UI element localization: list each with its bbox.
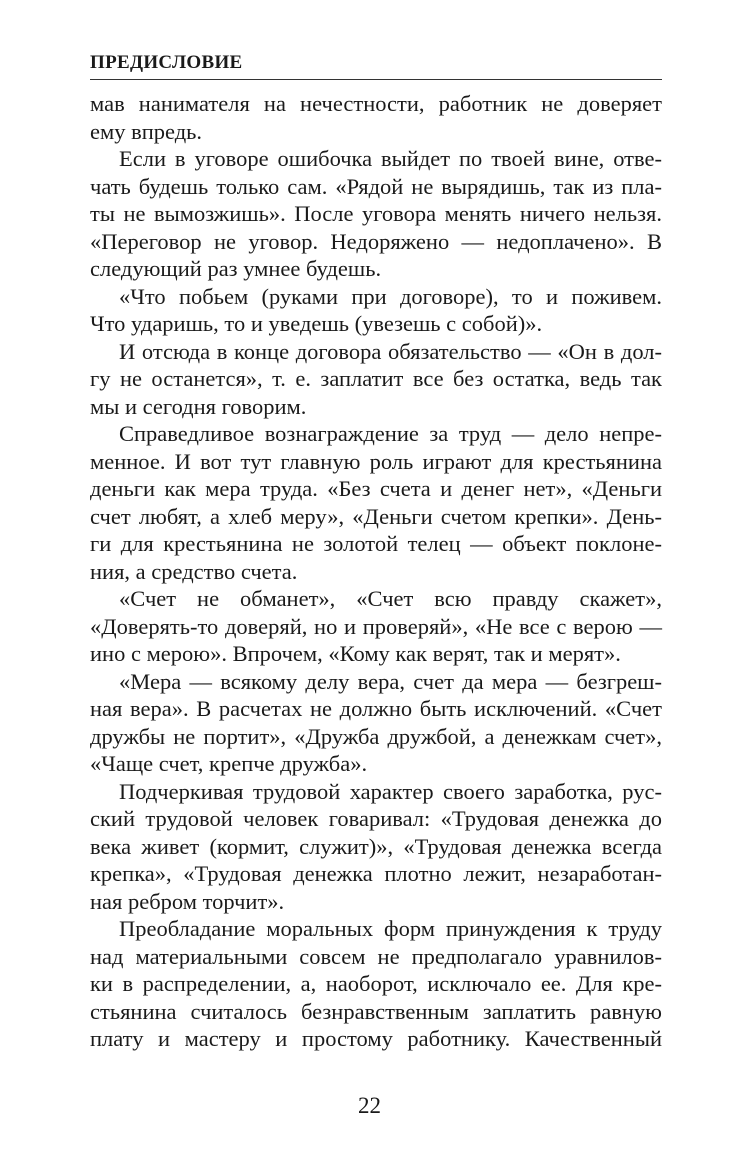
paragraph	[90, 338, 662, 421]
text-line: мав нанимателя на нечестности, работник не доверяет	[90, 91, 662, 116]
paragraph	[90, 585, 662, 668]
text-line: гу не останется», т. е. заплатит все без остатка, ведь так	[90, 366, 662, 391]
text-line: ему впредь.	[90, 118, 203, 144]
text-line: ки в распределении, а, наоборот, исключало ее. Для кре-	[90, 971, 662, 996]
text-line: «Чаще счет, крепче дружба».	[90, 751, 368, 776]
text-line: над материальными совсем не предполагало уравнилов-	[90, 943, 662, 969]
text-line: Если в уговоре ошибочка выйдет по твоей вине, отве-	[119, 146, 662, 171]
paragraph	[90, 668, 662, 778]
text-line: ский трудовой человек говаривал: «Трудовая денежка до	[90, 806, 662, 831]
text-line: крепка», «Трудовая денежка плотно лежит, незаработан-	[90, 861, 662, 886]
text-line: ная вера». В расчетах не должно быть исключений. «Счет	[90, 696, 662, 721]
text-line: «Переговор не уговор. Недоряжено — недоплачено». В	[90, 228, 662, 254]
text-line: ты не вымозжишь». После уговора менять ничего нельзя.	[90, 201, 662, 226]
text-line: Подчеркивая трудовой характер своего заработка, рус-	[119, 778, 662, 804]
paragraph	[90, 778, 662, 916]
paragraph	[90, 420, 662, 585]
text-line: «Мера — всякому делу вера, счет да мера — безгреш-	[119, 668, 662, 694]
text-line: «Что побьем (руками при договоре), то и поживем.	[119, 283, 662, 309]
running-title: ПРЕДИСЛОВИЕ	[90, 50, 662, 80]
paragraph	[90, 145, 662, 283]
text-line: деньги как мера труда. «Без счета и денег нет», «Деньги	[90, 476, 662, 501]
text-line: ная ребром торчит».	[90, 888, 285, 914]
text-line: «Доверять-то доверяй, но и проверяй», «Не все с верою —	[90, 613, 662, 639]
text-line: чать будешь только сам. «Рядой не вырядишь, так из пла-	[90, 173, 662, 199]
text-line: дружбы не портит», «Дружба дружбой, а денежкам счет»,	[90, 723, 662, 749]
text-line: плату и мастеру и простому работнику. Качественный	[90, 1026, 662, 1051]
text-line: ино с мерою». Впрочем, «Кому как верят, так и мерят».	[90, 641, 621, 666]
text-line: менное. И вот тут главную роль играют для крестьянина	[90, 448, 662, 474]
page-number: 22	[358, 1093, 381, 1118]
paragraph	[90, 915, 662, 1053]
paragraph	[90, 90, 662, 145]
text-line: Справедливое вознаграждение за труд — дело непре-	[119, 421, 662, 446]
body-text	[90, 90, 662, 1053]
text-line: счет любят, а хлеб меру», «Деньги счетом крепки». День-	[90, 503, 662, 529]
text-line: ния, а средство счета.	[90, 558, 298, 584]
text-line: стьянина считалось безнравственным заплатить равную	[90, 998, 662, 1024]
text-line: Преобладание моральных форм принуждения к труду	[119, 916, 662, 941]
text-line: «Счет не обманет», «Счет всю правду скажет»,	[119, 586, 662, 611]
text-line: мы и сегодня говорим.	[90, 393, 307, 419]
text-line: И отсюда в конце договора обязательство — «Он в дол-	[119, 338, 662, 364]
text-line: следующий раз умнее будешь.	[90, 256, 382, 281]
text-line: ги для крестьянина не золотой телец — объект поклоне-	[90, 531, 662, 556]
paragraph	[90, 283, 662, 338]
book-page	[90, 50, 662, 1053]
text-line: века живет (кормит, служит)», «Трудовая денежка всегда	[90, 833, 662, 859]
text-line: Что ударишь, то и уведешь (увезешь с собой)».	[90, 311, 543, 336]
